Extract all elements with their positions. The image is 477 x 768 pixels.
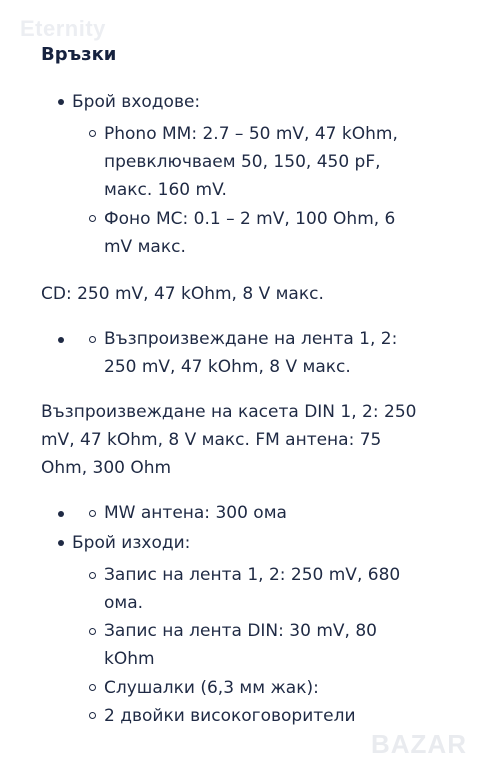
bullet-disc-icon xyxy=(58,99,64,105)
bullet-circle-icon xyxy=(89,130,96,137)
cassette-din-line-3: Ohm, 300 Ohm xyxy=(41,458,172,478)
headphones-label: Слушалки (6,3 мм жак): xyxy=(104,678,319,698)
bullet-circle-icon xyxy=(89,712,96,719)
tape-din-line-2: kOhm xyxy=(104,649,155,669)
tape-record-line-1: Запис на лента 1, 2: 250 mV, 680 xyxy=(104,565,401,585)
cd-input-paragraph: CD: 250 mV, 47 kOhm, 8 V макс. xyxy=(41,284,324,304)
tape-din-line-1: Запис на лента DIN: 30 mV, 80 xyxy=(104,621,377,641)
bullet-circle-icon xyxy=(89,628,96,635)
mw-antenna-label: MW антена: 300 ома xyxy=(104,503,287,523)
eternity-watermark: Eternity xyxy=(20,16,106,41)
bazar-watermark: BAZAR xyxy=(371,729,467,759)
inputs-count-label: Брой входове: xyxy=(72,92,201,112)
cassette-din-line-1: Възпроизвеждане на касета DIN 1, 2: 250 xyxy=(41,402,417,422)
phono-mm-line-3: макс. 160 mV. xyxy=(104,180,227,200)
phono-mc-line-2: mV макс. xyxy=(104,237,186,257)
tape-play-line-2: 250 mV, 47 kOhm, 8 V макс. xyxy=(104,357,351,377)
bullet-circle-icon xyxy=(89,336,96,343)
speakers-label: 2 двойки високоговорители xyxy=(104,706,356,726)
phono-mm-line-2: превключваем 50, 150, 450 pF, xyxy=(104,152,381,172)
phono-mc-line-1: Фоно MC: 0.1 – 2 mV, 100 Ohm, 6 xyxy=(104,209,396,229)
bullet-circle-icon xyxy=(89,572,96,579)
section-heading: Връзки xyxy=(41,44,117,65)
bullet-circle-icon xyxy=(89,510,96,517)
tape-play-line-1: Възпроизвеждане на лента 1, 2: xyxy=(104,329,398,349)
phono-mm-line-1: Phono MM: 2.7 – 50 mV, 47 kOhm, xyxy=(104,124,398,144)
cassette-din-line-2: mV, 47 kOhm, 8 V макс. FM антена: 75 xyxy=(41,430,382,450)
bullet-disc-icon xyxy=(58,511,64,517)
bullet-circle-icon xyxy=(89,215,96,222)
bullet-disc-icon xyxy=(58,337,64,343)
bullet-circle-icon xyxy=(89,684,96,691)
tape-record-line-2: ома. xyxy=(104,593,144,613)
outputs-count-label: Брой изходи: xyxy=(72,533,191,553)
bullet-disc-icon xyxy=(58,540,64,546)
